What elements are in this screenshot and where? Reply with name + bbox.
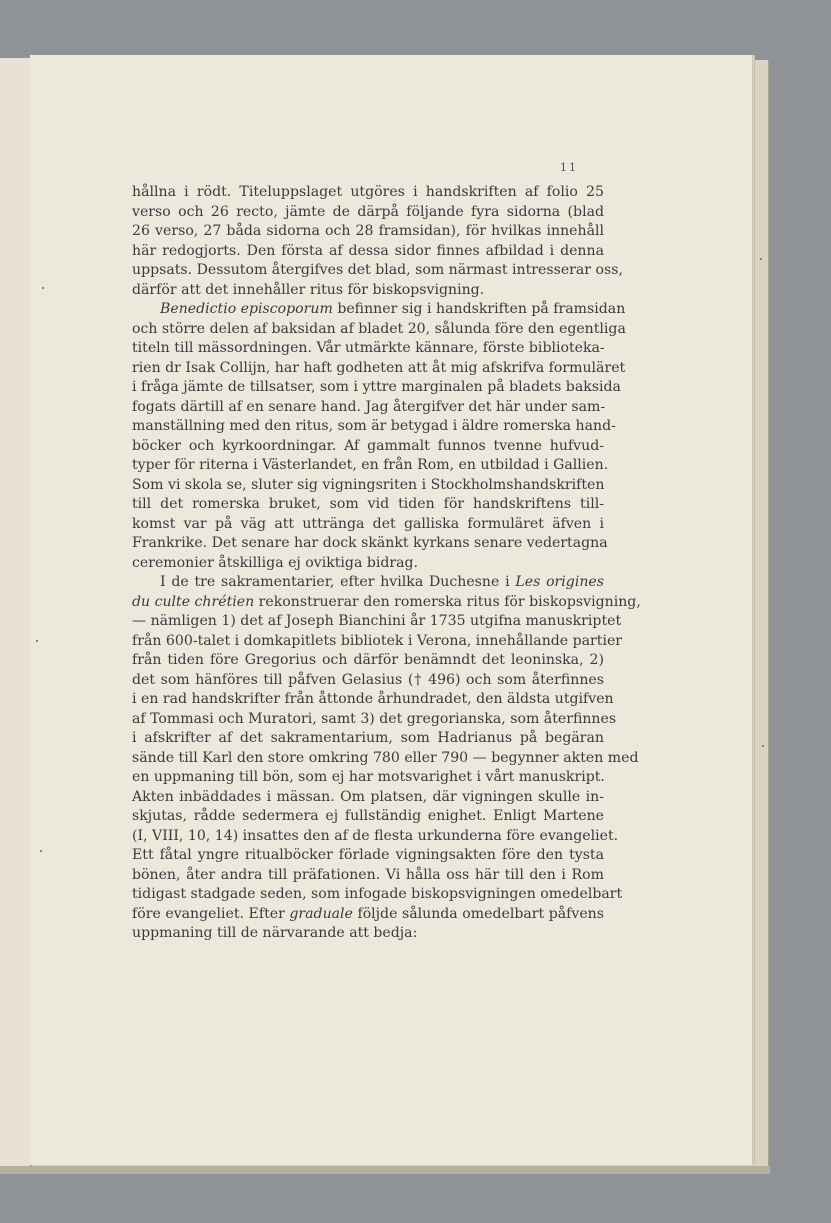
text-line: Frankrike. Det senare har dock skänkt kyrkans senare vedertagna: [132, 535, 608, 551]
margin-speck: [760, 258, 762, 260]
book-bottom-edge: [0, 1166, 770, 1174]
italic-title: du culte chrétien: [132, 593, 255, 610]
italic-title: Les origines: [515, 574, 604, 590]
text-line: Som vi skola se, sluter sig vigningsriten i Stockholmshandskriften: [132, 476, 605, 493]
text-line: titeln till mässordningen. Vår utmärkte kännare, förste biblioteka-: [132, 340, 605, 356]
text-line: af Tommasi och Muratori, samt 3) det gregorianska, som återfinnes: [132, 710, 617, 727]
text-line: i fråga jämte de tillsatser, som i yttre marginalen på bladets baksida: [132, 379, 621, 395]
text-line: manställning med den ritus, som är betygad i äldre romerska hand-: [132, 418, 616, 434]
text-line: tidigast stadgade seden, som infogade biskopsvigningen omedelbart: [132, 886, 623, 902]
text-line: uppmaning till de närvarande att bedja:: [132, 925, 418, 941]
text-line: skjutas, rådde sedermera ej fullständig enighet. Enligt Martene: [132, 808, 604, 824]
text-line: i en rad handskrifter från åttonde århundradet, den äldsta utgifven: [132, 691, 614, 707]
text-line: (I, VIII, 10, 14) insattes den af de flesta urkunderna före evangeliet.: [132, 827, 619, 844]
text-line: böcker och kyrkoordningar. Af gammalt funnos tvenne hufvud-: [132, 437, 604, 454]
text-line: fogats därtill af en senare hand. Jag återgifver det här under sam-: [132, 398, 606, 415]
text-line: Akten inbäddades i mässan. Om platsen, där vigningen skulle in-: [132, 788, 604, 805]
text-line: hållna i rödt. Titeluppslaget utgöres i handskriften af folio 25: [132, 184, 604, 200]
text-line: en uppmaning till bön, som ej har motsvarighet i vårt manuskript.: [132, 769, 605, 785]
text-line: från tiden före Gregorius och därför benämndt det leoninska, 2): [132, 652, 604, 668]
margin-speck: [40, 850, 42, 852]
text-line: sände till Karl den store omkring 780 eller 790 — begynner akten med: [132, 749, 639, 766]
italic-term: Benedictio episcoporum: [160, 301, 333, 317]
text-line: rien dr Isak Collijn, har haft godheten att åt mig afskrifva formuläret: [132, 359, 626, 376]
text-line: Benedictio episcoporum befinner sig i handskriften på framsidan: [160, 301, 626, 317]
text-line: Ett fåtal yngre ritualböcker förlade vigningsakten före den tysta: [132, 847, 604, 863]
text-line: verso och 26 recto, jämte de därpå följande fyra sidorna (blad: [132, 203, 604, 220]
facing-page-edge: [0, 58, 31, 1170]
text-line: från 600-talet i domkapitlets bibliotek i Verona, innehållande partier: [132, 632, 623, 649]
text-line: I de tre sakramentarier, efter hvilka Duchesne i Les origines: [160, 574, 604, 590]
text-line: här redogjorts. Den första af dessa sidor finnes afbildad i denna: [132, 242, 604, 259]
text-line: därför att det innehåller ritus för biskopsvigning.: [132, 281, 485, 298]
page-number: 11: [560, 161, 578, 174]
text-line: — nämligen 1) det af Joseph Bianchini år 1735 utgifna manuskriptet: [132, 613, 622, 629]
text-line: du culte chrétien rekonstruerar den romerska ritus för biskopsvigning,: [132, 593, 641, 610]
text-line: före evangeliet. Efter graduale följde sålunda omedelbart påfvens: [132, 905, 604, 922]
text-line: och större delen af baksidan af bladet 20, sålunda före den egentliga: [132, 320, 626, 337]
text-line: i afskrifter af det sakramentarium, som Hadrianus på begäran: [132, 730, 604, 746]
italic-term: graduale: [289, 905, 353, 922]
text-line: bönen, åter andra till präfationen. Vi hålla oss här till den i Rom: [132, 866, 604, 883]
text-line: uppsats. Dessutom återgifves det blad, som närmast intresserar oss,: [132, 262, 623, 278]
text-line: ceremonier åtskilliga ej oviktiga bidrag.: [132, 554, 419, 571]
text-line: 26 verso, 27 båda sidorna och 28 framsidan), för hvilkas innehåll: [132, 223, 604, 239]
text-line: komst var på väg att uttränga det galliska formuläret äfven i: [132, 515, 604, 532]
text-line: till det romerska bruket, som vid tiden för handskriftens till-: [132, 496, 604, 512]
margin-speck: [42, 287, 44, 289]
margin-speck: [762, 745, 764, 747]
text-line: typer för riterna i Västerlandet, en från Rom, en utbildad i Gallien.: [132, 457, 609, 473]
body-text: [132, 183, 641, 944]
text-line: det som hänföres till påfven Gelasius († 496) och som återfinnes: [132, 671, 604, 688]
margin-speck: [36, 640, 38, 642]
